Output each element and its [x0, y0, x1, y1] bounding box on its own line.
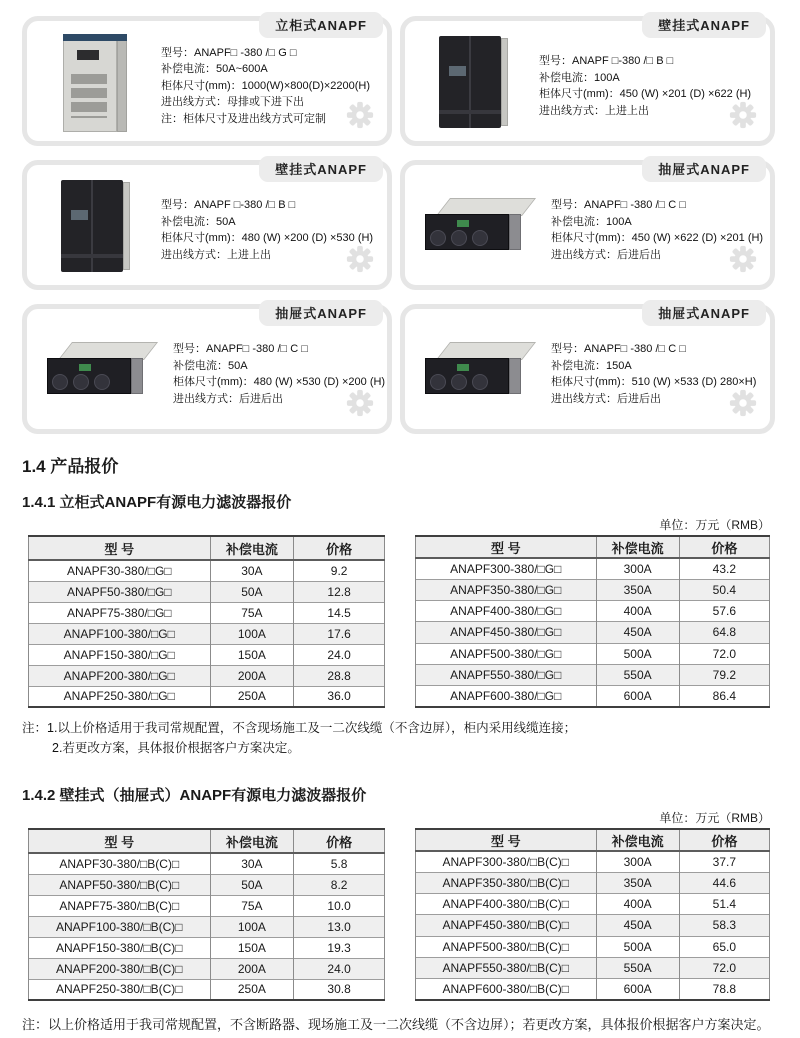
drawer-rack-unit-photo — [413, 316, 543, 426]
product-type-badge: 抽屉式ANAPF — [259, 300, 383, 326]
table-cell: 24.0 — [294, 958, 385, 979]
table-cell: 24.0 — [294, 644, 385, 665]
table-cell: ANAPF250-380/□B(C)□ — [29, 979, 211, 1000]
floor-cabinet-photo — [35, 28, 153, 138]
table-cell: 78.8 — [679, 979, 769, 1000]
table-cell: ANAPF100-380/□B(C)□ — [29, 916, 211, 937]
col-header-current: 补偿电流 — [596, 536, 679, 558]
spec-line: 进出线方式：上进上出 — [539, 104, 649, 117]
col-header-model: 型 号 — [29, 829, 211, 853]
col-header-current: 补偿电流 — [596, 829, 679, 851]
spec-line: 补偿电流：100A — [539, 71, 620, 84]
price-table-s2-right — [415, 828, 770, 1001]
gear-icon — [728, 388, 758, 423]
table-cell: 37.7 — [679, 851, 769, 872]
unit-label-2: 单位：万元（RMB） — [659, 811, 770, 825]
table-header-row — [416, 536, 770, 558]
table-cell: 8.2 — [294, 874, 385, 895]
table-cell: ANAPF300-380/□G□ — [416, 558, 597, 579]
price-table-s1-left — [28, 535, 385, 708]
table-cell: 100A — [210, 916, 294, 937]
table-cell: ANAPF250-380/□G□ — [29, 686, 211, 707]
spec-line: 型号：ANAPF□ -380 /□ C □ — [173, 343, 308, 355]
table-row — [416, 558, 770, 579]
table-row — [29, 560, 385, 581]
table-cell: ANAPF50-380/□B(C)□ — [29, 874, 211, 895]
spec-line: 型号：ANAPF□ -380 /□ C □ — [551, 199, 686, 211]
spec-line: 进出线方式：上进上出 — [161, 248, 271, 261]
product-card-drawer — [400, 304, 775, 434]
table-cell: 550A — [596, 664, 679, 685]
spec-line: 进出线方式：后进后出 — [551, 392, 661, 405]
table-row — [29, 979, 385, 1000]
table-cell: ANAPF400-380/□G□ — [416, 601, 597, 622]
table-cell: ANAPF500-380/□B(C)□ — [416, 936, 597, 957]
pricing-content — [0, 452, 800, 1035]
spec-line: 型号：ANAPF □-380 /□ B □ — [539, 55, 674, 67]
table-cell: 250A — [210, 686, 294, 707]
table-row — [29, 874, 385, 895]
table-cell: ANAPF550-380/□B(C)□ — [416, 957, 597, 978]
drawer-rack-unit-photo — [413, 172, 543, 282]
table-cell: ANAPF30-380/□B(C)□ — [29, 853, 211, 874]
table-cell: 150A — [210, 644, 294, 665]
table-row — [29, 937, 385, 958]
table-row — [416, 979, 770, 1000]
table-cell: 50A — [210, 581, 294, 602]
note-section-2: 注：以上价格适用于我司常规配置，不含断路器、现场施工及一二次线缆（不含边屏）；若更改方案，具体报价根据客户方案决定。 — [22, 1017, 770, 1032]
product-type-badge: 立柜式ANAPF — [259, 12, 383, 38]
table-cell: 19.3 — [294, 937, 385, 958]
gear-icon — [728, 244, 758, 279]
subsection-title-1: 1.4.1 立柜式ANAPF有源电力滤波器报价 — [22, 494, 292, 511]
table-cell: 400A — [596, 894, 679, 915]
col-header-model: 型 号 — [416, 829, 597, 851]
table-header-row — [29, 829, 385, 853]
spec-line: 进出线方式：母排或下进下出 — [161, 96, 304, 109]
table-cell: 600A — [596, 979, 679, 1000]
product-type-badge: 壁挂式ANAPF — [642, 12, 766, 38]
table-cell: 500A — [596, 936, 679, 957]
spec-line: 补偿电流：50A — [173, 359, 248, 372]
note-line-2: 2.若更改方案，具体报价根据客户方案决定。 — [52, 741, 300, 755]
table-cell: 250A — [210, 979, 294, 1000]
table-cell: 350A — [596, 872, 679, 893]
table-cell: 17.6 — [294, 623, 385, 644]
table-cell: 300A — [596, 851, 679, 872]
col-header-price: 价格 — [679, 536, 769, 558]
table-cell: 86.4 — [679, 686, 769, 707]
price-table-s2-left — [28, 828, 385, 1001]
table-cell: ANAPF100-380/□G□ — [29, 623, 211, 644]
table-cell: ANAPF50-380/□G□ — [29, 581, 211, 602]
product-card-wall-mounted — [400, 16, 775, 146]
table-cell: 43.2 — [679, 558, 769, 579]
table-cell: 12.8 — [294, 581, 385, 602]
table-cell: 51.4 — [679, 894, 769, 915]
table-cell: ANAPF150-380/□B(C)□ — [29, 937, 211, 958]
table-cell: 28.8 — [294, 665, 385, 686]
product-type-badge: 抽屉式ANAPF — [642, 300, 766, 326]
table-cell: ANAPF200-380/□B(C)□ — [29, 958, 211, 979]
table-cell: 50.4 — [679, 579, 769, 600]
table-cell: 5.8 — [294, 853, 385, 874]
table-row — [416, 643, 770, 664]
unit-label-1: 单位：万元（RMB） — [659, 518, 770, 532]
table-cell: 58.3 — [679, 915, 769, 936]
table-cell: 72.0 — [679, 957, 769, 978]
spec-line: 柜体尺寸(mm)：450 (W) ×622 (D) ×201 (H) — [551, 232, 764, 244]
spec-line: 柜体尺寸(mm)：450 (W) ×201 (D) ×622 (H) — [539, 88, 752, 100]
spec-line: 进出线方式：后进后出 — [173, 392, 283, 405]
wall-mounted-unit-photo — [413, 28, 531, 138]
table-cell: 200A — [210, 665, 294, 686]
table-cell: ANAPF400-380/□B(C)□ — [416, 894, 597, 915]
gear-icon — [728, 100, 758, 135]
table-row — [29, 895, 385, 916]
table-cell: 30.8 — [294, 979, 385, 1000]
note-line-1: 注：1.以上价格适用于我司常规配置，不含现场施工及一二次线缆（不含边屏），柜内采用线缆连接； — [22, 721, 577, 735]
table-cell: 9.2 — [294, 560, 385, 581]
gear-icon — [345, 100, 375, 135]
table-cell: 79.2 — [679, 664, 769, 685]
price-tables-section-2 — [28, 828, 778, 1001]
table-cell: 600A — [596, 686, 679, 707]
table-cell: 350A — [596, 579, 679, 600]
table-row — [416, 851, 770, 872]
table-cell: 50A — [210, 874, 294, 895]
table-cell: ANAPF300-380/□B(C)□ — [416, 851, 597, 872]
table-cell: 36.0 — [294, 686, 385, 707]
table-header-row — [29, 536, 385, 560]
table-row — [416, 957, 770, 978]
table-cell: 44.6 — [679, 872, 769, 893]
col-header-model: 型 号 — [29, 536, 211, 560]
table-row — [29, 686, 385, 707]
table-row — [416, 601, 770, 622]
price-table-s1-right — [415, 535, 770, 708]
table-cell: 57.6 — [679, 601, 769, 622]
gear-icon — [345, 388, 375, 423]
table-cell: ANAPF30-380/□G□ — [29, 560, 211, 581]
product-type-badge: 抽屉式ANAPF — [642, 156, 766, 182]
table-cell: 150A — [210, 937, 294, 958]
table-cell: ANAPF75-380/□B(C)□ — [29, 895, 211, 916]
table-cell: 14.5 — [294, 602, 385, 623]
product-card-floor-cabinet — [22, 16, 392, 146]
table-cell: 10.0 — [294, 895, 385, 916]
table-row — [29, 644, 385, 665]
table-cell: 30A — [210, 560, 294, 581]
product-card-drawer — [400, 160, 775, 290]
note-section-1 — [22, 718, 778, 758]
col-header-current: 补偿电流 — [210, 536, 294, 560]
table-cell: 75A — [210, 895, 294, 916]
spec-line: 型号：ANAPF □-380 /□ B □ — [161, 199, 296, 211]
table-cell: ANAPF350-380/□B(C)□ — [416, 872, 597, 893]
table-cell: 500A — [596, 643, 679, 664]
price-tables-section-1 — [28, 535, 778, 708]
product-card-drawer — [22, 304, 392, 434]
col-header-price: 价格 — [294, 536, 385, 560]
col-header-current: 补偿电流 — [210, 829, 294, 853]
table-row — [29, 665, 385, 686]
table-cell: 65.0 — [679, 936, 769, 957]
table-row — [416, 664, 770, 685]
table-row — [29, 602, 385, 623]
table-cell: 13.0 — [294, 916, 385, 937]
spec-line: 型号：ANAPF□ -380 /□ C □ — [551, 343, 686, 355]
col-header-model: 型 号 — [416, 536, 597, 558]
product-card-wall-mounted — [22, 160, 392, 290]
table-cell: 100A — [210, 623, 294, 644]
spec-line: 柜体尺寸(mm)：480 (W) ×530 (D) ×200 (H) — [173, 376, 386, 388]
spec-line: 补偿电流：150A — [551, 359, 632, 372]
spec-line: 进出线方式：后进后出 — [551, 248, 661, 261]
spec-line: 柜体尺寸(mm)：1000(W)×800(D)×2200(H) — [161, 79, 371, 92]
section-title: 1.4 产品报价 — [22, 457, 119, 476]
table-cell: 450A — [596, 915, 679, 936]
spec-line: 补偿电流：50A — [161, 215, 236, 228]
spec-line: 型号：ANAPF□ -380 /□ G □ — [161, 46, 297, 59]
table-row — [416, 894, 770, 915]
table-cell: ANAPF450-380/□G□ — [416, 622, 597, 643]
table-cell: 200A — [210, 958, 294, 979]
table-row — [416, 579, 770, 600]
table-cell: ANAPF500-380/□G□ — [416, 643, 597, 664]
gear-icon — [345, 244, 375, 279]
table-row — [29, 581, 385, 602]
table-cell: ANAPF600-380/□G□ — [416, 686, 597, 707]
table-row — [416, 686, 770, 707]
table-row — [29, 916, 385, 937]
product-type-badge: 壁挂式ANAPF — [259, 156, 383, 182]
table-cell: 75A — [210, 602, 294, 623]
table-cell: ANAPF450-380/□B(C)□ — [416, 915, 597, 936]
table-cell: ANAPF350-380/□G□ — [416, 579, 597, 600]
table-cell: 30A — [210, 853, 294, 874]
spec-line: 注：柜体尺寸及进出线方式可定制 — [161, 112, 326, 125]
product-cards-grid — [0, 0, 800, 434]
table-row — [29, 958, 385, 979]
table-cell: 300A — [596, 558, 679, 579]
wall-mounted-unit-photo — [35, 172, 153, 282]
table-cell: ANAPF200-380/□G□ — [29, 665, 211, 686]
table-cell: 550A — [596, 957, 679, 978]
table-header-row — [416, 829, 770, 851]
table-cell: 450A — [596, 622, 679, 643]
table-row — [416, 872, 770, 893]
table-row — [416, 936, 770, 957]
table-cell: 400A — [596, 601, 679, 622]
col-header-price: 价格 — [679, 829, 769, 851]
table-row — [416, 622, 770, 643]
col-header-price: 价格 — [294, 829, 385, 853]
table-cell: ANAPF550-380/□G□ — [416, 664, 597, 685]
table-cell: ANAPF150-380/□G□ — [29, 644, 211, 665]
spec-line: 柜体尺寸(mm)：480 (W) ×200 (D) ×530 (H) — [161, 232, 374, 244]
table-row — [416, 915, 770, 936]
table-cell: ANAPF75-380/□G□ — [29, 602, 211, 623]
table-cell: ANAPF600-380/□B(C)□ — [416, 979, 597, 1000]
table-cell: 72.0 — [679, 643, 769, 664]
table-row — [29, 623, 385, 644]
spec-line: 补偿电流：100A — [551, 215, 632, 228]
spec-line: 柜体尺寸(mm)：510 (W) ×533 (D) 280×H) — [551, 376, 757, 388]
drawer-rack-unit-photo — [35, 316, 165, 426]
table-row — [29, 853, 385, 874]
subsection-title-2: 1.4.2 壁挂式（抽屉式）ANAPF有源电力滤波器报价 — [22, 787, 367, 804]
spec-line: 补偿电流：50A~600A — [161, 63, 268, 76]
table-cell: 64.8 — [679, 622, 769, 643]
